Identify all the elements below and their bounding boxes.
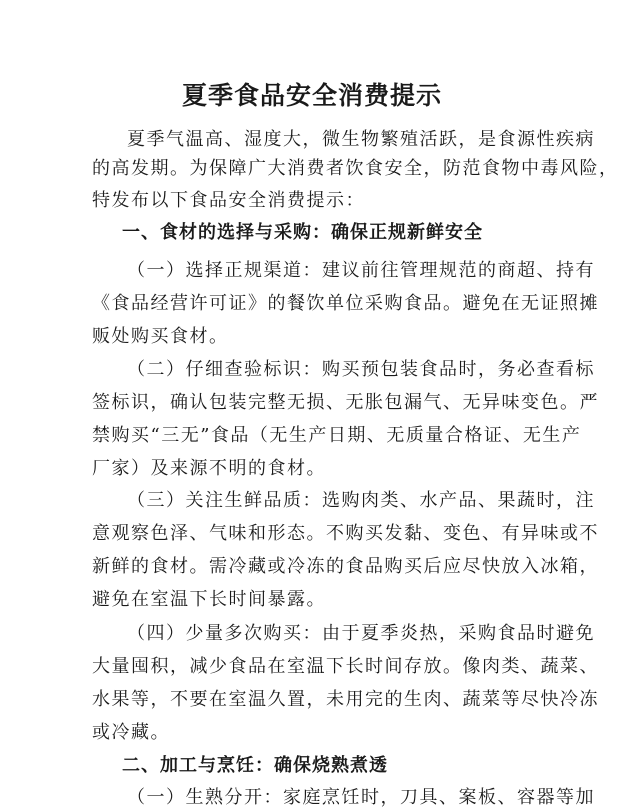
paragraph-line: （三）关注生鲜品质：选购肉类、水产品、果蔬时，注 (127, 490, 595, 511)
paragraph-line: 禁购买“三无”食品（无生产日期、无质量合格证、无生产 (92, 425, 582, 446)
section-heading: 一、食材的选择与采购：确保正规新鲜安全 (122, 222, 483, 243)
paragraph-line: 特发布以下食品安全消费提示： (92, 190, 365, 211)
paragraph-line: （一）生熟分开：家庭烹饪时，刀具、案板、容器等加 (127, 787, 595, 808)
document-title: 夏季食品安全消费提示 (181, 81, 442, 110)
paragraph-line: 或冷藏。 (92, 722, 170, 743)
paragraph-line: 厂家）及来源不明的食材。 (92, 458, 326, 479)
paragraph-line: 贩处购买食材。 (92, 326, 229, 347)
paragraph-line: 避免在室温下长时间暴露。 (92, 589, 326, 610)
paragraph-line: 大量囤积，减少食品在室温下长时间存放。像肉类、蔬菜、 (92, 656, 599, 677)
paragraph-line: 签标识，确认包装完整无损、无胀包漏气、无异味变色。严 (92, 392, 599, 413)
paragraph-line: 的高发期。为保障广大消费者饮食安全，防范食物中毒风险， (92, 158, 619, 179)
section-heading: 二、加工与烹饪：确保烧熟煮透 (122, 755, 388, 776)
paragraph-line: 夏季气温高、湿度大，微生物繁殖活跃，是食源性疾病 (127, 129, 595, 150)
paragraph-line: 《食品经营许可证》的餐饮单位采购食品。避免在无证照摊 (92, 293, 599, 314)
paragraph-line: 意观察色泽、气味和形态。不购买发黏、变色、有异味或不 (92, 523, 599, 544)
paragraph-line: 新鲜的食材。需冷藏或冷冻的食品购买后应尽快放入冰箱， (92, 556, 599, 577)
paragraph-line: 水果等，不要在室温久置，未用完的生肉、蔬菜等尽快冷冻 (92, 689, 599, 710)
paragraph-line: （四）少量多次购买：由于夏季炎热，采购食品时避免 (127, 623, 595, 644)
paragraph-line: （二）仔细查验标识：购买预包装食品时，务必查看标 (127, 359, 595, 380)
paragraph-line: （一）选择正规渠道：建议前往管理规范的商超、持有 (127, 260, 595, 281)
